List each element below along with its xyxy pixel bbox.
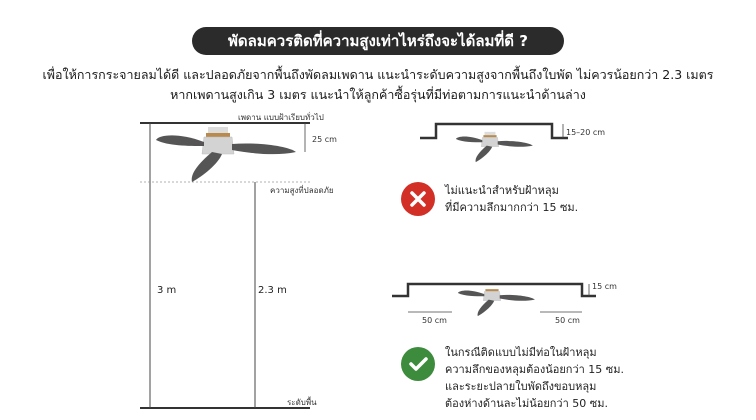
page-title: พัดลมควรติดที่ความสูงเท่าไหร่ถึงจะได้ลมที่ดี ?	[192, 27, 564, 55]
safe-height-value: 2.3 m	[258, 285, 287, 296]
left-height-diagram	[140, 123, 310, 408]
intro-line-1: เพื่อให้การกระจายลมได้ดี และปลอดภัยจากพื้นถึงพัดลมเพดาน แนะนำระดับความสูงจากพื้นถึงใบพัด ไม่ควรน้อยกว่า 2.3 เมตร	[42, 67, 714, 82]
cross-icon	[401, 182, 435, 216]
floor-label: ระดับพื้น	[287, 398, 317, 407]
intro-line-2: หากเพดานสูงเกิน 3 เมตร แนะนำให้ลูกค้าซื้อรุ่นที่มีท่อตามการแนะนำด้านล่าง	[170, 87, 586, 102]
drop-label: 25 cm	[312, 135, 337, 144]
recommended-note	[445, 344, 624, 412]
recommended-line-1: ในกรณีติดแบบไม่มีท่อในฝ้าหลุม	[445, 346, 597, 359]
recommended-line-2: ความลึกของหลุมต้องน้อยกว่า 15 ซม.	[445, 363, 625, 376]
check-icon	[401, 347, 435, 381]
recess-depth-15-label: 15 cm	[592, 282, 617, 291]
fan-large	[156, 127, 296, 182]
total-height-value: 3 m	[157, 285, 177, 296]
recessed-ceiling-diagram	[420, 124, 568, 162]
not-recommended-line-1: ไม่แนะนำสำหรับฝ้าหลุม	[445, 184, 559, 197]
safe-height-label: ความสูงที่ปลอดภัย	[270, 186, 334, 195]
recommended-line-3: และระยะปลายใบพัดถึงขอบหลุม	[445, 380, 597, 393]
right-clearance-label: 50 cm	[555, 316, 580, 325]
fan-recessed	[456, 132, 533, 162]
fan-flush	[458, 289, 535, 316]
ceiling-label: เพดาน แบบฝ้าเรียบทั่วไป	[238, 113, 324, 122]
left-clearance-label: 50 cm	[422, 316, 447, 325]
recommended-line-4: ต้องห่างด้านละไม่น้อยกว่า 50 ซม.	[445, 397, 608, 410]
recess-depth-label: 15–20 cm	[566, 128, 606, 137]
not-recommended-line-2: ที่มีความลึกมากกว่า 15 ซม.	[445, 201, 579, 214]
not-recommended-note	[445, 182, 578, 216]
flush-recess-diagram	[392, 284, 596, 316]
